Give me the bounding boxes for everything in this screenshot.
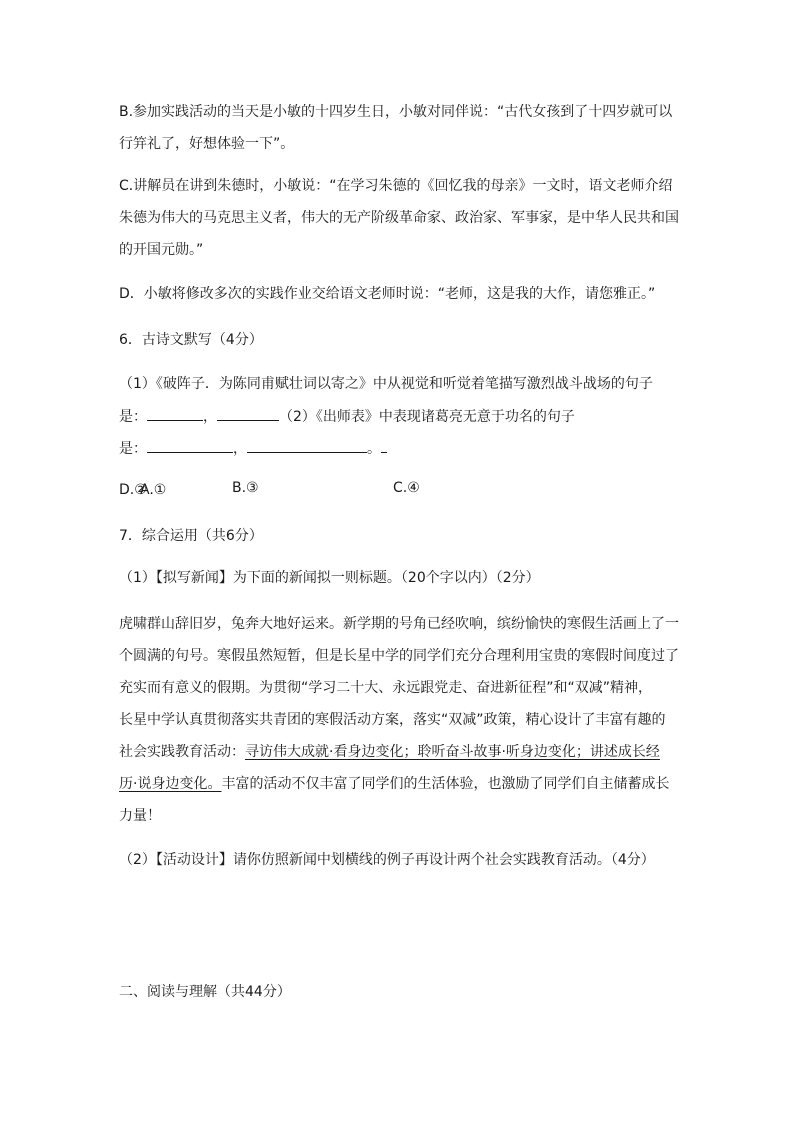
question-6-title: 6．古诗文默写（4分） bbox=[119, 332, 263, 348]
choice-d: D.② bbox=[119, 482, 147, 498]
option-b-line-2: 行笄礼了，好想体验一下”。 bbox=[119, 136, 295, 152]
question-6-prompt-2: （2）《出师表》中表现诸葛亮无意于功名的句子 bbox=[279, 409, 575, 425]
question-6-answer-line-1 bbox=[119, 406, 575, 427]
news-underlined-activities: 历·说身边变化。 bbox=[119, 776, 222, 792]
news-line-4: 长星中学认真贯彻落实共青团的寒假活动方案，落实“双减”政策，精心设计了丰富有趣的 bbox=[119, 712, 666, 728]
question-6-answer-line-2 bbox=[119, 438, 387, 459]
answer-prefix: 是： bbox=[119, 409, 147, 425]
option-b-line-1: B.参加实践活动的当天是小敏的十四岁生日，小敏对同伴说：“古代女孩到了十四岁就可以 bbox=[119, 104, 673, 120]
choice-c: C.④ bbox=[393, 480, 420, 496]
option-c-line-3: 的开国元勋。” bbox=[119, 242, 204, 258]
news-line-3: 充实而有意义的假期。为贯彻“学习二十大、永远跟党走、奋进新征程”和“双减”精神， bbox=[119, 680, 653, 696]
option-c-line-1: C.讲解员在讲到朱德时，小敏说：“在学习朱德的《回忆我的母亲》一文时，语文老师介绍 bbox=[119, 178, 673, 194]
answer-blank[interactable] bbox=[147, 406, 203, 421]
answer-blank[interactable] bbox=[247, 438, 367, 453]
news-line-6 bbox=[119, 774, 669, 794]
answer-prefix: 是： bbox=[119, 441, 147, 457]
question-7-sub-2: （2）【活动设计】请你仿照新闻中划横线的例子再设计两个社会实践教育活动。（4分） bbox=[119, 852, 655, 868]
answer-comma: ， bbox=[203, 409, 217, 425]
answer-blank[interactable] bbox=[147, 438, 233, 453]
section-2-title: 二、阅读与理解（共44分） bbox=[119, 984, 291, 1000]
choice-b: B.③ bbox=[232, 480, 259, 496]
news-line-2: 个圆满的句号。寒假虽然短暂，但是长星中学的同学们充分合理利用宝贵的寒假时间度过了 bbox=[119, 648, 679, 664]
question-7-sub-1: （1）【拟写新闻】为下面的新闻拟一则标题。（20个字以内）（2分） bbox=[119, 570, 540, 586]
answer-blank[interactable] bbox=[217, 406, 279, 421]
news-line-5-plain: 社会实践教育活动： bbox=[119, 744, 245, 760]
news-line-1: 虎啸群山辞旧岁，兔奔大地好运来。新学期的号角已经吹响，缤纷愉快的寒假生活画上了一 bbox=[119, 616, 679, 632]
choice-a: A.① bbox=[140, 482, 167, 498]
news-underlined-activities: 寻访伟大成就·看身边变化；聆听奋斗故事·听身边变化；讲述成长经 bbox=[245, 744, 660, 760]
question-7-title: 7．综合运用（共6分） bbox=[119, 528, 263, 544]
option-d-line-1: D．小敏将修改多次的实践作业交给语文老师时说：“老师，这是我的大作，请您雅正。” bbox=[119, 286, 656, 302]
option-c-line-2: 朱德为伟大的马克思主义者，伟大的无产阶级革命家、政治家、军事家，是中华人民共和国 bbox=[119, 210, 679, 226]
question-6-prompt-1: （1）《破阵子．为陈同甫赋壮词以寄之》中从视觉和听觉着笔描写激烈战斗战场的句子 bbox=[119, 376, 653, 392]
answer-end: 。 bbox=[367, 441, 381, 457]
answer-blank-tail bbox=[381, 438, 387, 453]
news-line-6-plain: 丰富的活动不仅丰富了同学们的生活体验，也激励了同学们自主储蓄成长 bbox=[221, 776, 670, 792]
news-line-7: 力量！ bbox=[119, 808, 161, 824]
answer-comma: ， bbox=[233, 441, 247, 457]
news-line-5 bbox=[119, 742, 660, 762]
